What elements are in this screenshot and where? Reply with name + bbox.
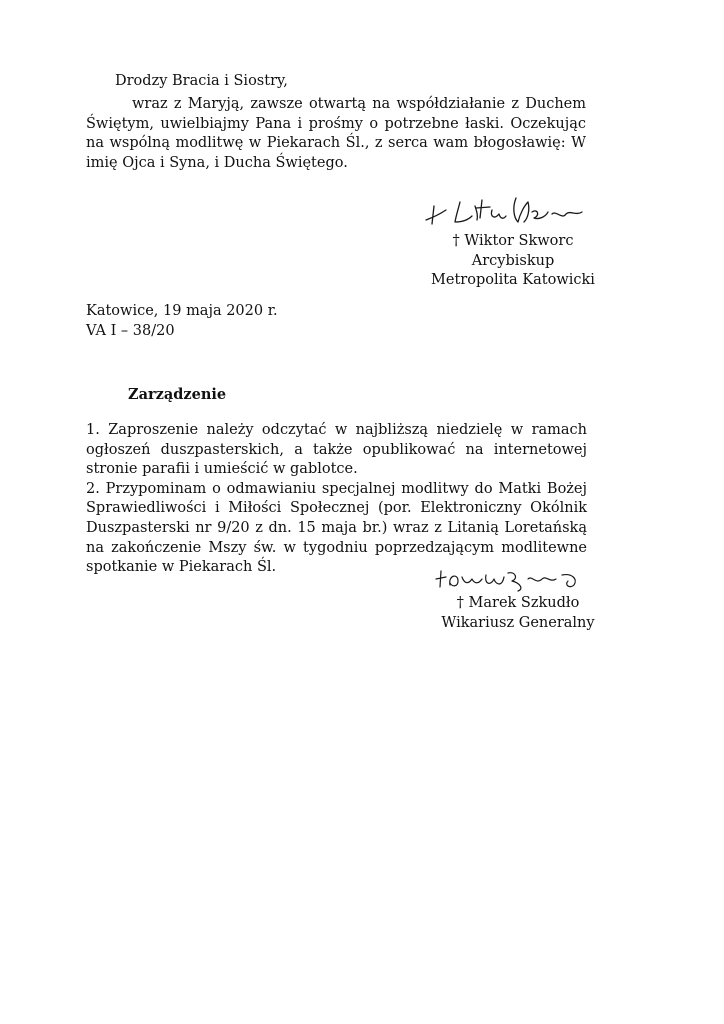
- ordinance-point-1: [86, 421, 587, 480]
- point-number: 2.: [86, 480, 100, 497]
- point-text: Zaproszenie należy odczytać w najbliższą niedzielę w ramach ogłoszeń duszpasterskich, a także opublikować na internetowej stronie parafii i umieścić w gablotce.: [86, 422, 587, 478]
- handwritten-signature-archbishop: [420, 192, 590, 232]
- ordinance-point-2: [86, 480, 587, 578]
- signature-block-archbishop: [420, 232, 606, 291]
- reference-number: VA I – 38/20: [86, 323, 175, 339]
- greeting: Drodzy Bracia i Siostry,: [115, 73, 288, 89]
- point-number: 1.: [86, 422, 100, 438]
- handwritten-signature-vicar: [432, 565, 592, 595]
- signatory-title: Wikariusz Generalny: [441, 614, 595, 631]
- point-text: Przypominam o odmawianiu specjalnej modlitwy do Matki Bożej Sprawiedliwości i Miłości Społecznej (por. Elektroniczny Okólnik Duszpasterski nr 9/20 z dn. 15 maja br.) wraz z Litanią Loretańską na zakończenie Mszy św. w tygodniu poprzedzającym modlitewne spotkanie w Piekarach Śl.: [86, 480, 588, 576]
- blessing-paragraph: wraz z Maryją, zawsze otwartą na współdziałanie z Duchem Świętym, uwielbiajmy Pana i prośmy o potrzebne łaski. Oczekując na wspólną modlitwę w Piekarach Śl., z serca wam błogosławię: W imię Ojca i Syna, i Ducha Świętego.: [86, 96, 586, 171]
- place-and-date: Katowice, 19 maja 2020 r.: [86, 303, 278, 319]
- signatory-office: Metropolita Katowicki: [431, 272, 595, 289]
- signatory-name: † Wiktor Skworc: [452, 233, 574, 249]
- signatory-title: Arcybiskup: [471, 252, 555, 269]
- ordinance-heading: Zarządzenie: [128, 386, 227, 403]
- ordinance-points: [86, 421, 587, 578]
- signatory-name: † Marek Szkudło: [456, 595, 580, 611]
- signature-block-vicar: [434, 594, 602, 633]
